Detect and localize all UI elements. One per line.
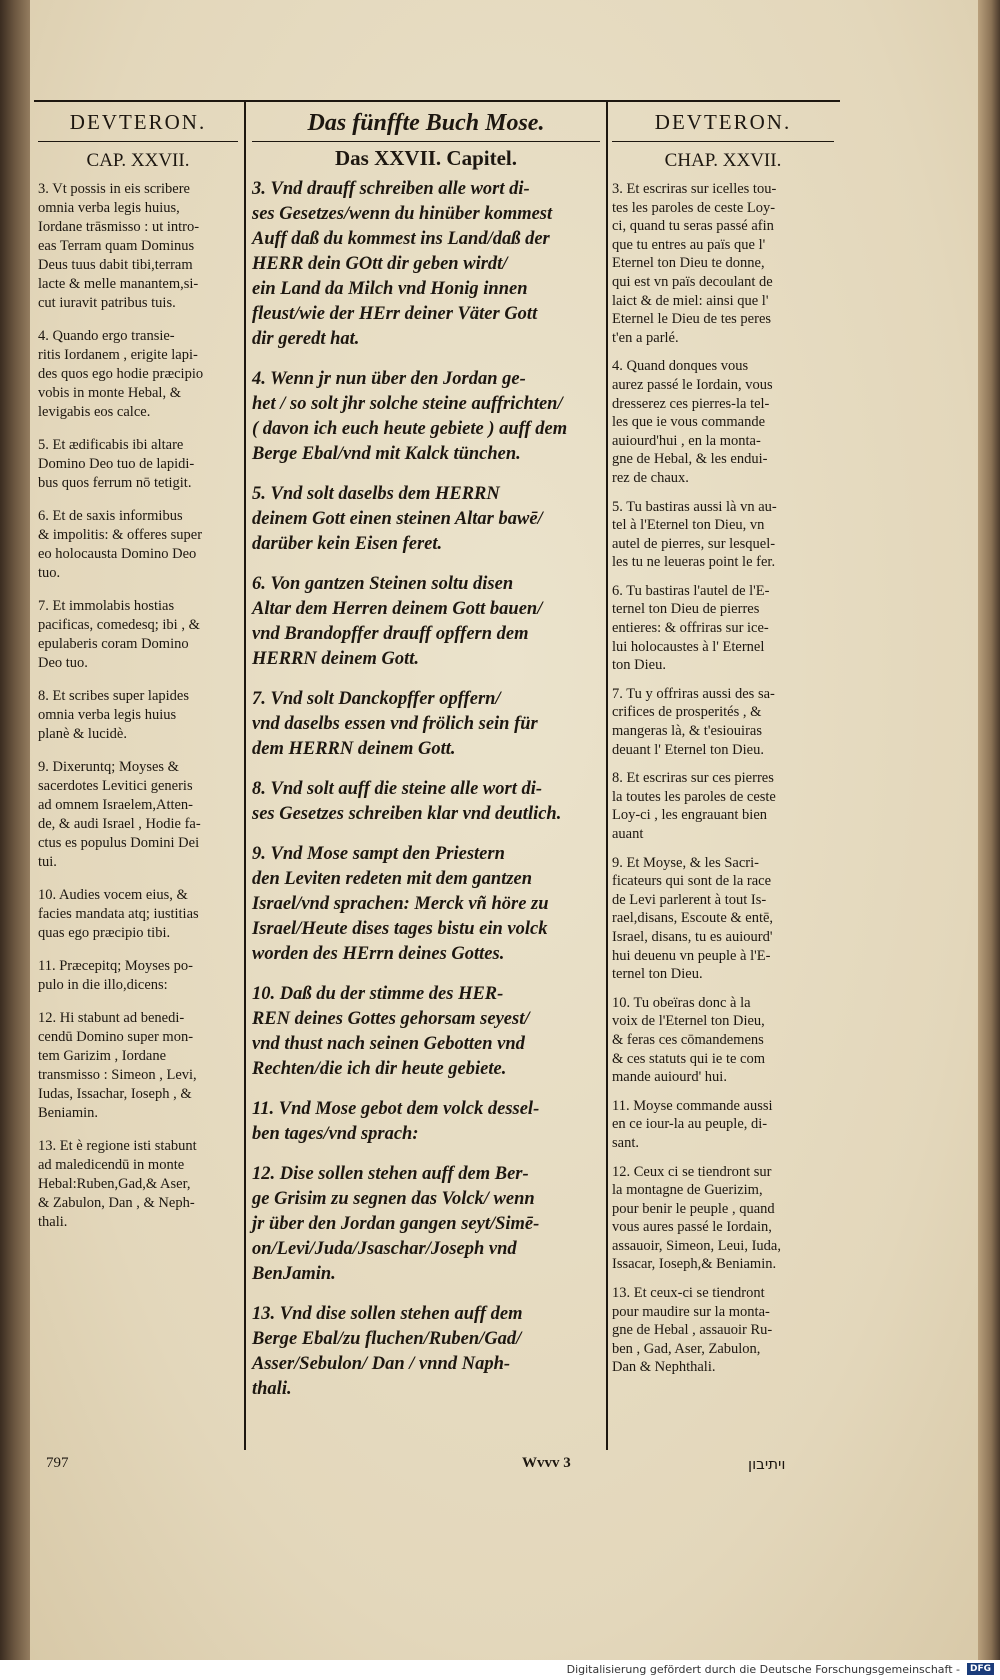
verse-line: lacte & melle manantem,si-: [38, 276, 199, 292]
verse-gap: [612, 347, 834, 357]
verse-line: 12. Dise sollen stehen auff dem Ber-: [252, 1164, 529, 1184]
verse-line: BenJamin.: [252, 1264, 336, 1284]
verse-gap: [252, 762, 600, 777]
digitization-bar: [0, 1660, 1000, 1680]
verse-line: crifices de prosperités , &: [612, 704, 762, 721]
verse-line: 12. Hi stabunt ad benedi-: [38, 1010, 185, 1026]
verse-line: hui deuenu vn peuple à l'E-: [612, 947, 771, 964]
verse-gap: [38, 943, 238, 957]
verse-line: 7. Vnd solt Danckopffer opffern/: [252, 689, 501, 709]
verse-line: ternel ton Dieu.: [612, 966, 703, 983]
verse: [612, 1163, 834, 1275]
verse-line: les tu ne leueras point le fer.: [612, 554, 776, 571]
verse-line: Berge Ebal/vnd mit Kalck tünchen.: [252, 444, 521, 464]
german-chapter: Das XXVII. Capitel.: [334, 146, 517, 170]
verse-line: t'en a parlé.: [612, 329, 679, 346]
verse: [612, 582, 834, 675]
verse-line: tel à l'Eternel ton Dieu, vn: [612, 517, 765, 534]
verse-line: 13. Et è regione isti stabunt: [38, 1138, 197, 1154]
verse-gap: [38, 583, 238, 597]
verse-line: ad omnem Israelem,Atten-: [38, 797, 194, 813]
verse-gap: [252, 467, 600, 482]
verse-line: mande auiourd' hui.: [612, 1069, 727, 1086]
verse: [612, 1097, 834, 1153]
verse-line: 5. Vnd solt daselbs dem HERRN: [252, 484, 500, 504]
verse-line: aurez passé le Iordain, vous: [612, 376, 773, 393]
verse: [252, 177, 600, 352]
verse-line: vnd Brandopffer drauff opffern dem: [252, 624, 529, 644]
verse-line: ton Dieu.: [612, 657, 666, 674]
verse-gap: [38, 493, 238, 507]
verse-line: Israel/vnd sprachen: Merck vñ höre zu: [252, 894, 549, 914]
verse-line: 8. Vnd solt auff die steine alle wort di-: [252, 779, 543, 799]
verse-line: entieres: & offriras sur ice-: [612, 620, 769, 637]
verse-line: thali.: [38, 1214, 68, 1230]
verse-gap: [612, 572, 834, 582]
verse-line: 10. Tu obeïras donc à la: [612, 994, 751, 1011]
verse-gap: [252, 1147, 600, 1162]
verse-line: facies mandata atq; iustitias: [38, 906, 199, 922]
verse: [38, 597, 238, 673]
hebrew-catchword: ויתיבון: [748, 1455, 786, 1473]
verse: [252, 687, 600, 762]
verse: [252, 1097, 600, 1147]
verse-line: 6. Von gantzen Steinen soltu disen: [252, 574, 514, 594]
verse-line: 11. Moyse commande aussi: [612, 1097, 773, 1114]
verse: [38, 327, 238, 422]
verse-gap: [612, 1274, 834, 1284]
verse-line: gne de Hebal , assauoir Ru-: [612, 1322, 773, 1339]
verse: [252, 1302, 600, 1402]
verse-line: omnia verba legis huius,: [38, 200, 180, 216]
verse-line: pacificas, comedesq; ibi , &: [38, 617, 200, 633]
verse-line: en ce iour-la au peuple, di-: [612, 1116, 768, 1133]
verse-line: Israel, disans, tu es auiourd': [612, 928, 773, 945]
verse-gap: [252, 352, 600, 367]
verse-line: Dan & Nephthali.: [612, 1359, 716, 1376]
verse-line: Eternel ton Dieu te donne,: [612, 255, 765, 272]
verse: [38, 957, 238, 995]
digitization-credit: Digitalisierung gefördert durch die Deutsche Forschungsgemeinschaft -: [566, 1663, 960, 1676]
verse-line: Beniamin.: [38, 1105, 99, 1121]
dfg-logo: DFG: [967, 1663, 994, 1675]
verse-gap: [612, 844, 834, 854]
verse: [252, 572, 600, 672]
verse-line: dem HERRN deinem Gott.: [252, 739, 456, 759]
verse-line: de, & audi Israel , Hodie fa-: [38, 816, 201, 832]
verse-line: rez de chaux.: [612, 469, 689, 486]
verse: [612, 498, 834, 572]
verse-line: vous aures passé le Iordain,: [612, 1219, 772, 1236]
latin-column: [38, 110, 238, 1232]
verse-line: pour maudire sur la monta-: [612, 1303, 770, 1320]
verse-line: 10. Audies vocem eius, &: [38, 887, 188, 903]
verse-line: 9. Et Moyse, & les Sacri-: [612, 854, 759, 871]
verse: [252, 777, 600, 827]
verse-line: 8. Et scribes super lapides: [38, 688, 190, 704]
verse-line: dir geredt hat.: [252, 329, 360, 349]
verse-gap: [612, 984, 834, 994]
verse-gap: [252, 1287, 600, 1302]
verse-line: thali.: [252, 1379, 292, 1399]
verse-line: autel de pierres, sur lesquel-: [612, 535, 776, 552]
verse-line: ses Gesetzes/wenn du hinüber kommest: [252, 204, 553, 224]
verse-line: 9. Vnd Mose sampt den Priestern: [252, 844, 505, 864]
verse-line: tui.: [38, 854, 57, 870]
verse-line: 3. Vt possis in eis scribere: [38, 181, 190, 197]
column-rule-right: [606, 100, 608, 1450]
verse-line: Israel/Heute dises tages bistu ein volck: [252, 919, 548, 939]
verse-line: ritis Iordanem , erigite lapi-: [38, 347, 198, 363]
verse-gap: [612, 675, 834, 685]
book-edge-right: [978, 0, 1000, 1660]
verse-gap: [38, 744, 238, 758]
verse-line: qui est vn païs decoulant de: [612, 273, 773, 290]
french-chapter: CHAP. XXVII.: [664, 150, 782, 171]
verse-line: Loy-ci , les engrauant bien: [612, 807, 768, 824]
verse-line: ternel ton Dieu de pierres: [612, 601, 760, 618]
verse-line: Auff daß du kommest ins Land/daß der: [252, 229, 550, 249]
verse: [612, 854, 834, 984]
verse-line: ein Land da Milch vnd Honig innen: [252, 279, 528, 299]
verse-line: Berge Ebal/zu fluchen/Ruben/Gad/: [252, 1329, 522, 1349]
verse-line: planè & lucidè.: [38, 726, 127, 742]
verse-line: 8. Et escriras sur ces pierres: [612, 770, 774, 787]
verse-line: assauoir, Simeon, Leui, Iuda,: [612, 1237, 781, 1254]
verse-gap: [612, 759, 834, 769]
verse: [38, 1009, 238, 1123]
verse-line: 11. Vnd Mose gebot dem volck dessel-: [252, 1099, 540, 1119]
verse-line: ctus es populus Domini Dei: [38, 835, 200, 851]
verse-line: Rechten/die ich dir heute gebiete.: [252, 1059, 507, 1079]
german-column: [252, 110, 600, 1402]
verse-line: tes les paroles de ceste Loy-: [612, 199, 776, 216]
verse-gap: [38, 872, 238, 886]
verse-gap: [38, 995, 238, 1009]
verse-line: ge Grisim zu segnen das Volck/ wenn: [252, 1189, 535, 1209]
verse-line: 3. Et escriras sur icelles tou-: [612, 181, 777, 197]
verse-line: 13. Et ceux-ci se tiendront: [612, 1285, 765, 1302]
verse-line: Iordane trāsmisso : ut intro-: [38, 219, 200, 235]
verse-line: 3. Vnd drauff schreiben alle wort di-: [252, 179, 530, 199]
verse-line: 5. Tu bastiras aussi là vn au-: [612, 498, 777, 515]
verse-line: 7. Tu y offriras aussi des sa-: [612, 685, 775, 702]
verse-line: deuant l' Eternel ton Dieu.: [612, 741, 764, 758]
verse: [38, 507, 238, 583]
verse-line: deinem Gott einen steinen Altar bawē/: [252, 509, 543, 529]
verse-gap: [38, 313, 238, 327]
verse-line: pour benir le peuple , quand: [612, 1200, 775, 1217]
verse-line: vobis in monte Hebal, &: [38, 385, 181, 401]
verse-line: tuo.: [38, 565, 61, 581]
verse-line: REN deines Gottes gehorsam seyest/: [252, 1009, 530, 1029]
verse-line: que tu entres au païs que l': [612, 236, 766, 253]
verse-line: ( davon ich euch heute gebiete ) auff dem: [252, 419, 568, 439]
verse: [612, 1284, 834, 1377]
verse-line: dresserez ces pierres-la tel-: [612, 395, 770, 412]
verse-line: vnd daselbs essen vnd frölich sein für: [252, 714, 538, 734]
verse-gap: [252, 1082, 600, 1097]
verse-line: auiourd'hui , en la monta-: [612, 432, 761, 449]
verse-line: cut iuravit patribus tuis.: [38, 295, 176, 311]
verse: [38, 687, 238, 744]
verse: [38, 1137, 238, 1232]
verse-line: sacerdotes Levitici generis: [38, 778, 193, 794]
verse: [252, 1162, 600, 1287]
signature-mark: Wvvv 3: [522, 1455, 571, 1471]
page-number: 797: [46, 1455, 69, 1471]
verse-line: HERR dein GOtt dir geben wirdt/: [252, 254, 508, 274]
verse: [612, 685, 834, 759]
verse-gap: [252, 967, 600, 982]
verse-line: mangeras là, & t'esiouiras: [612, 723, 762, 740]
verse-line: 9. Dixeruntq; Moyses &: [38, 759, 179, 775]
verse: [612, 180, 834, 347]
verse-gap: [38, 1123, 238, 1137]
verse-line: de Levi parlerent à tout Is-: [612, 891, 767, 908]
verse-line: 5. Et ædificabis ibi altare: [38, 437, 184, 453]
verse-line: gne de Hebal, & les endui-: [612, 451, 768, 468]
verse-line: Eternel le Dieu de tes peres: [612, 311, 772, 328]
verse-line: laict & de miel: ainsi que l': [612, 292, 769, 309]
verse: [252, 367, 600, 467]
verse-line: den Leviten redeten mit dem gantzen: [252, 869, 533, 889]
verse-line: darüber kein Eisen feret.: [252, 534, 443, 554]
verse-line: auant: [612, 826, 644, 842]
verse-line: 6. Tu bastiras l'autel de l'E-: [612, 582, 770, 599]
verse-line: bus quos ferrum nō tetigit.: [38, 475, 192, 491]
verse-line: levigabis eos calce.: [38, 404, 151, 420]
verse-line: 4. Quando ergo transie-: [38, 328, 175, 344]
verse-line: rael,disans, Escoute & entē,: [612, 910, 774, 927]
verse: [612, 357, 834, 487]
verse-line: 13. Vnd dise sollen stehen auff dem: [252, 1304, 523, 1324]
verse-gap: [38, 422, 238, 436]
latin-chapter: CAP. XXVII.: [86, 150, 190, 171]
verse-line: ad maledicendū in monte: [38, 1157, 185, 1173]
verse-gap: [252, 557, 600, 572]
verse-line: on/Levi/Juda/Jsaschar/Joseph vnd: [252, 1239, 517, 1259]
verse-line: Issacar, Ioseph,& Beniamin.: [612, 1256, 777, 1273]
german-header: Das fünffte Buch Mose.: [252, 110, 600, 142]
verse-line: het / so solt jhr solche steine auffrichten/: [252, 394, 563, 414]
verse-line: 6. Et de saxis informibus: [38, 508, 183, 524]
verse-line: Hebal:Ruben,Gad,& Aser,: [38, 1176, 191, 1192]
verse-line: transmisso : Simeon , Levi,: [38, 1067, 197, 1083]
verse-line: Asser/Sebulon/ Dan / vnnd Naph-: [252, 1354, 511, 1374]
verse-line: 4. Wenn jr nun über den Jordan ge-: [252, 369, 526, 389]
verse-line: la toutes les paroles de ceste: [612, 788, 776, 805]
column-rule-left: [244, 100, 246, 1450]
verse: [612, 769, 834, 843]
verse-line: jr über den Jordan gangen seyt/Simē-: [252, 1214, 540, 1234]
verse: [38, 436, 238, 493]
verse-line: vnd thust nach seinen Gebotten vnd: [252, 1034, 525, 1054]
verse: [38, 180, 238, 313]
verse-line: ci, quand tu seras passé afin: [612, 218, 774, 235]
verse-line: & Zabulon, Dan , & Neph-: [38, 1195, 195, 1211]
verse-line: la montagne de Guerizim,: [612, 1182, 763, 1199]
verse-line: epulaberis coram Domino: [38, 636, 189, 652]
verse-line: Deo tuo.: [38, 655, 88, 671]
french-header: DEVTERON.: [612, 110, 834, 142]
verse-line: eo holocausta Domino Deo: [38, 546, 197, 562]
verse: [38, 886, 238, 943]
french-verses: [612, 180, 834, 1377]
verse-gap: [612, 1153, 834, 1163]
verse-line: les que ie vous commande: [612, 414, 766, 431]
verse-gap: [252, 827, 600, 842]
verse: [252, 982, 600, 1082]
verse-line: ben , Gad, Aser, Zabulon,: [612, 1340, 761, 1357]
verse-line: Deus tuus dabit tibi,terram: [38, 257, 193, 273]
verse-line: ben tages/vnd sprach:: [252, 1124, 419, 1144]
verse-line: ses Gesetzes schreiben klar vnd deutlich.: [252, 804, 562, 824]
verse-gap: [38, 673, 238, 687]
latin-verses: [38, 180, 238, 1232]
latin-header: DEVTERON.: [38, 110, 238, 142]
verse-line: 10. Daß du der stimme des HER-: [252, 984, 504, 1004]
verse-gap: [612, 1087, 834, 1097]
verse: [252, 842, 600, 967]
verse-line: & impolitis: & offeres super: [38, 527, 203, 543]
verse-line: Altar dem Herren deinem Gott bauen/: [252, 599, 543, 619]
verse-line: sant.: [612, 1134, 639, 1151]
verse-line: Iudas, Issachar, Ioseph , &: [38, 1086, 192, 1102]
verse-gap: [612, 488, 834, 498]
verse-line: & ces statuts qui ie te com: [612, 1050, 766, 1067]
verse-line: quas ego præcipio tibi.: [38, 925, 171, 941]
verse-line: 4. Quand donques vous: [612, 358, 749, 375]
verse-line: cendū Domino super mon-: [38, 1029, 194, 1045]
verse-line: fleust/wie der HErr deiner Väter Gott: [252, 304, 538, 324]
verse-line: des quos ego hodie præcipio: [38, 366, 204, 382]
verse-line: eas Terram quam Dominus: [38, 238, 195, 254]
verse-line: 12. Ceux ci se tiendront sur: [612, 1163, 772, 1180]
verse-line: HERRN deinem Gott.: [252, 649, 420, 669]
verse-line: omnia verba legis huius: [38, 707, 177, 723]
verse-line: 11. Præcepitq; Moyses po-: [38, 958, 193, 974]
verse-line: lui holocaustes à l' Eternel: [612, 638, 765, 655]
german-verses: [252, 177, 600, 1402]
verse-line: 7. Et immolabis hostias: [38, 598, 175, 614]
verse: [252, 482, 600, 557]
verse-line: & feras ces cōmandemens: [612, 1031, 764, 1048]
verse-gap: [252, 672, 600, 687]
verse-line: tem Garizim , Iordane: [38, 1048, 167, 1064]
verse-line: voix de l'Eternel ton Dieu,: [612, 1013, 765, 1030]
verse-line: worden des HErrn deines Gottes.: [252, 944, 505, 964]
verse-line: Domino Deo tuo de lapidi-: [38, 456, 195, 472]
french-column: [612, 110, 834, 1377]
verse-line: pulo in die illo,dicens:: [38, 977, 168, 993]
verse: [38, 758, 238, 872]
verse: [612, 994, 834, 1087]
verse-line: ficateurs qui sont de la race: [612, 873, 772, 890]
